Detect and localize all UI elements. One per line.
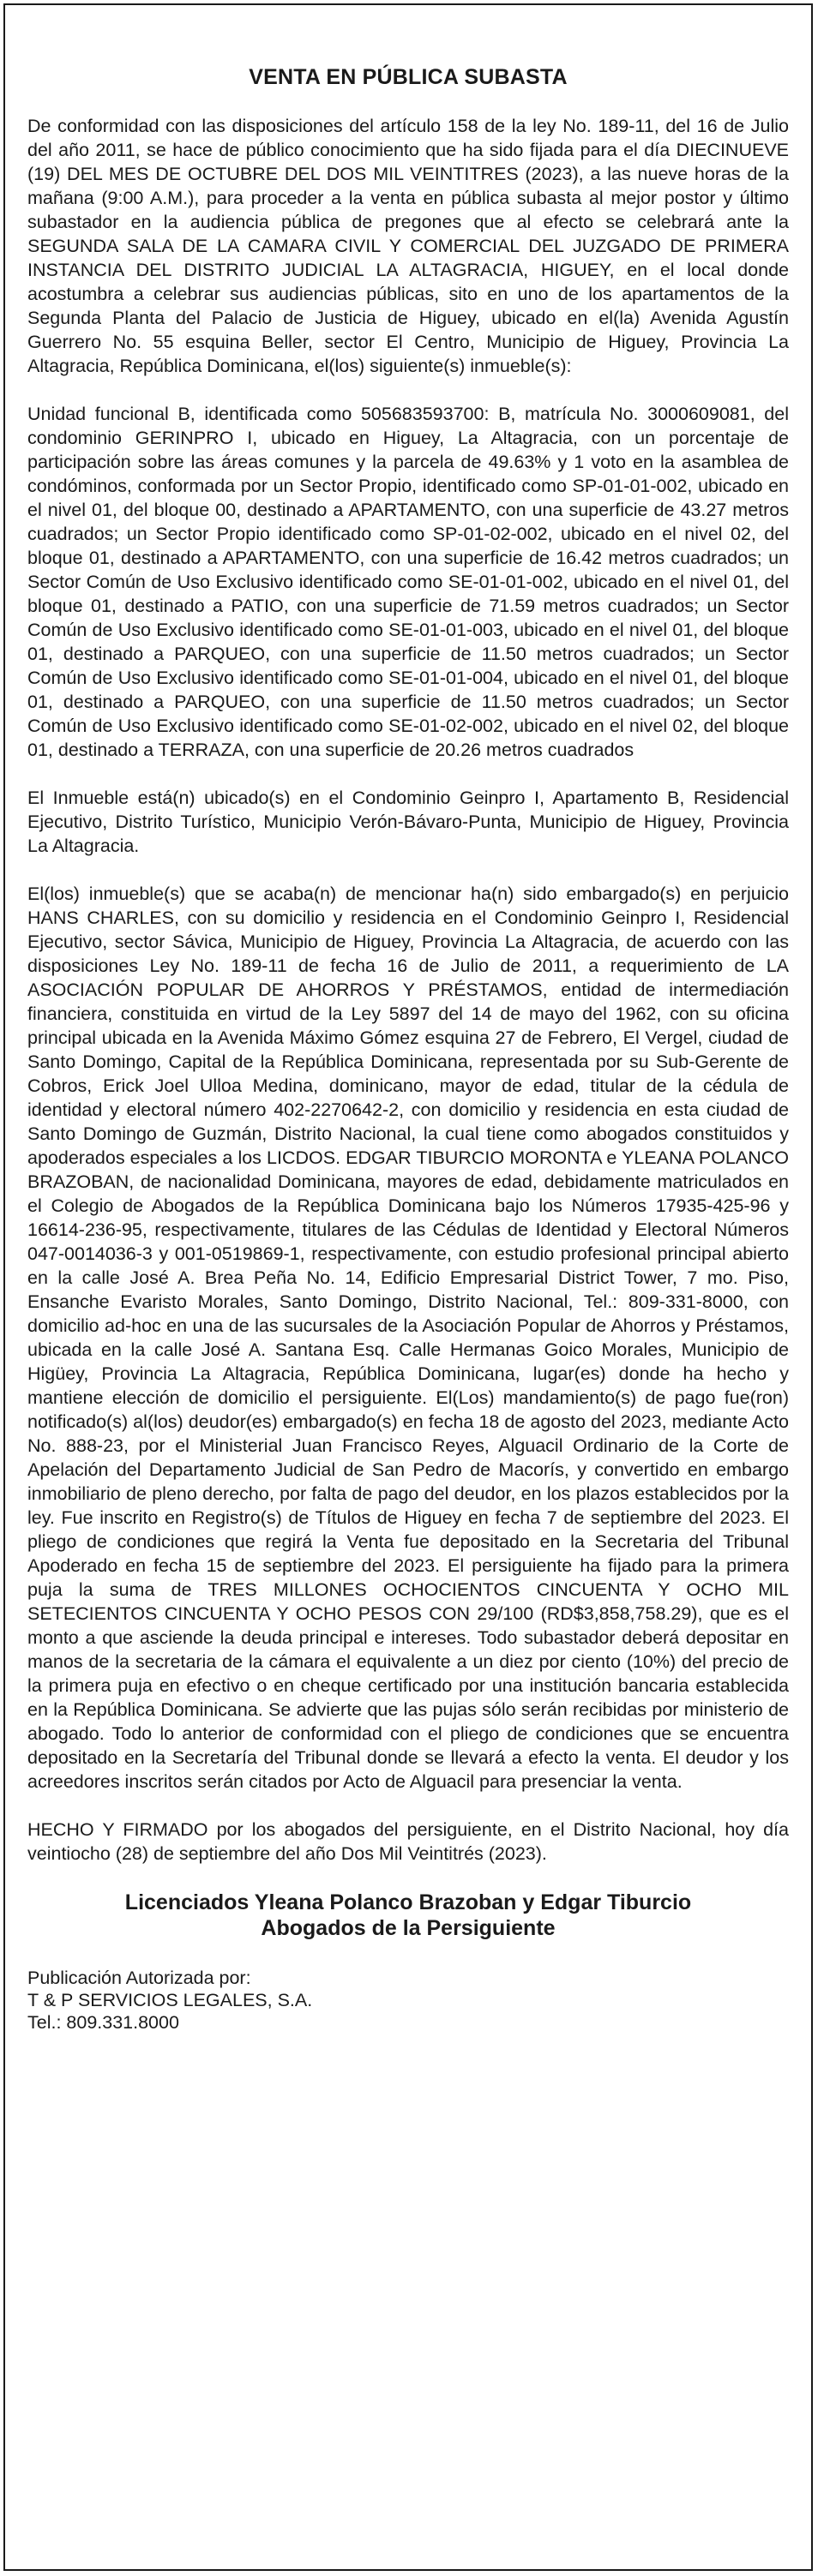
publication-block bbox=[27, 1967, 789, 2034]
notice-title: VENTA EN PÚBLICA SUBASTA bbox=[249, 65, 568, 89]
legal-notice bbox=[3, 3, 813, 2571]
seizure-details-paragraph: El(los) inmueble(s) que se acaba(n) de mencionar ha(n) sido embargado(s) en perjuicio HANS CHARLES, con su domicilio y residencia en el Condominio Geinpro I, Residencial Ejecutivo, sector Sávica, Municipio de Higuey, Provincia La Altagracia, de acuerdo con las disposiciones Ley No. 189-11 de fecha 16 de Julio de 2011, a requerimiento de LA ASOCIACIÓN POPULAR DE AHORROS Y PRÉSTAMOS, entidad de intermediación financiera, constituida en virtud de la Ley 5897 del 14 de mayo del 1962, con su oficina principal ubicada en la Avenida Máximo Gómez esquina 27 de Febrero, El Vergel, ciudad de Santo Domingo, Capital de la República Dominicana, representada por su Sub-Gerente de Cobros, Erick Joel Ulloa Medina, dominicano, mayor de edad, titular de la cédula de identidad y electoral número 402-2270642-2, con domicilio y residencia en esta ciudad de Santo Domingo de Guzmán, Distrito Nacional, la cual tiene como abogados constituidos y apoderados especiales a los LICDOS. EDGAR TIBURCIO MORONTA e YLEANA POLANCO BRAZOBAN, de nacionalidad Dominicana, mayores de edad, debidamente matriculados en el Colegio de Abogados de la República Dominicana bajo los Números 17935-425-96 y 16614-236-95, respectivamente, titulares de las Cédulas de Identidad y Electoral Números 047-0014036-3 y 001-0519869-1, respectivamente, con estudio profesional principal abierto en la calle José A. Brea Peña No. 14, Edificio Empresarial District Tower, 7 mo. Piso, Ensanche Evaristo Morales, Santo Domingo, Distrito Nacional, Tel.: 809-331-8000, con domicilio ad-hoc en una de las sucursales de la Asociación Popular de Ahorros y Préstamos, ubicada en la calle José A. Santana Esq. Calle Hermanas Goico Morales, Municipio de Higüey, Provincia La Altagracia, República Dominicana, lugar(es) donde ha hecho y mantiene elección de domicilio el persiguiente. El(Los) mandamiento(s) de pago fue(ron) notificado(s) al(los) deudor(es) embargado(s) en fecha 18 de agosto del 2023, mediante Acto No. 888-23, por el Ministerial Juan Francisco Reyes, Alguacil Ordinario de la Corte de Apelación del Departamento Judicial de San Pedro de Macorís, y convertido en embargo inmobiliario de pleno derecho, por falta de pago del deudor, en los plazos establecidos por la ley. Fue inscrito en Registro(s) de Títulos de Higuey en fecha 7 de septiembre del 2023. El pliego de condiciones que regirá la Venta fue depositado en la Secretaria del Tribunal Apoderado en fecha 15 de septiembre del 2023. El persiguiente ha fijado para la primera puja la suma de TRES MILLONES OCHOCIENTOS CINCUENTA Y OCHO MIL SETECIENTOS CINCUENTA Y OCHO PESOS CON 29/100 (RD$3,858,758.29), que es el monto a que asciende la deuda principal e intereses. Todo subastador deberá depositar en manos de la secretaria de la cámara el equivalente a un diez por ciento (10%) del precio de la primera puja en efectivo o en cheque certificado por una institución bancaria establecida en la República Dominicana. Se advierte que las pujas sólo serán recibidas por ministerio de abogado. Todo lo anterior de conformidad con el pliego de condiciones que se encuentra depositado en la Secretaría del Tribunal donde se llevará a efecto la venta. El deudor y los acreedores inscritos serán citados por Acto de Alguacil para presenciar la venta. bbox=[27, 884, 789, 1792]
publication-label: Publicación Autorizada por: bbox=[27, 1968, 251, 1988]
signature-block bbox=[27, 1890, 789, 1941]
publication-company: T & P SERVICIOS LEGALES, S.A. bbox=[27, 1990, 313, 2010]
property-description-paragraph: Unidad funcional B, identificada como 505683593700: B, matrícula No. 3000609081, del condominio GERINPRO I, ubicado en Higuey, La Altagracia, con un porcentaje de participación sobre las áreas comunes y la parcela de 49.63% y 1 voto en la asamblea de condóminos, conformada por un Sector Propio, identificado como SP-01-01-002, ubicado en el nivel 01, del bloque 00, destinado a APARTAMENTO, con una superficie de 43.27 metros cuadrados; un Sector Propio identificado como SP-01-02-002, ubicado en el nivel 02, del bloque 01, destinado a APARTAMENTO, con una superficie de 16.42 metros cuadrados; un Sector Común de Uso Exclusivo identificado como SE-01-01-002, ubicado en el nivel 01, del bloque 01, destinado a PATIO, con una superficie de 71.59 metros cuadrados; un Sector Común de Uso Exclusivo identificado como SE-01-01-003, ubicado en el nivel 01, del bloque 01, destinado a PARQUEO, con una superficie de 11.50 metros cuadrados; un Sector Común de Uso Exclusivo identificado como SE-01-01-004, ubicado en el nivel 01, del bloque 01, destinado a PARQUEO, con una superficie de 11.50 metros cuadrados; un Sector Común de Uso Exclusivo identificado como SE-01-02-002, ubicado en el nivel 02, del bloque 01, destinado a TERRAZA, con una superficie de 20.26 metros cuadrados bbox=[27, 404, 789, 760]
publication-phone: Tel.: 809.331.8000 bbox=[27, 2012, 179, 2033]
signature-names: Licenciados Yleana Polanco Brazoban y Edgar Tiburcio bbox=[124, 1890, 692, 1914]
signature-role: Abogados de la Persiguiente bbox=[261, 1916, 556, 1940]
signing-statement-paragraph: HECHO Y FIRMADO por los abogados del persiguiente, en el Distrito Nacional, hoy día veintiocho (28) de septiembre del año Dos Mil Veintitrés (2023). bbox=[27, 1819, 789, 1864]
intro-paragraph: De conformidad con las disposiciones del artículo 158 de la ley No. 189-11, del 16 de Julio del año 2011, se hace de público conocimiento que ha sido fijada para el día DIECINUEVE (19) DEL MES DE OCTUBRE DEL DOS MIL VEINTITRES (2023), a las nueve horas de la mañana (9:00 A.M.), para proceder a la venta en pública subasta al mejor postor y último subastador en la audiencia pública de pregones que al efecto se celebrará ante la SEGUNDA SALA DE LA CAMARA CIVIL Y COMERCIAL DEL JUZGADO DE PRIMERA INSTANCIA DEL DISTRITO JUDICIAL LA ALTAGRACIA, HIGUEY, en el local donde acostumbra a celebrar sus audiencias públicas, sito en uno de los apartamentos de la Segunda Planta del Palacio de Justicia de Higuey, ubicado en el(la) Avenida Agustín Guerrero No. 55 esquina Beller, sector El Centro, Municipio de Higuey, Provincia La Altagracia, República Dominicana, el(los) siguiente(s) inmueble(s): bbox=[27, 116, 789, 376]
property-location-paragraph: El Inmueble está(n) ubicado(s) en el Condominio Geinpro I, Apartamento B, Residencial Ejecutivo, Distrito Turístico, Municipio Verón-Bávaro-Punta, Municipio de Higuey, Provincia La Altagracia. bbox=[27, 788, 789, 856]
